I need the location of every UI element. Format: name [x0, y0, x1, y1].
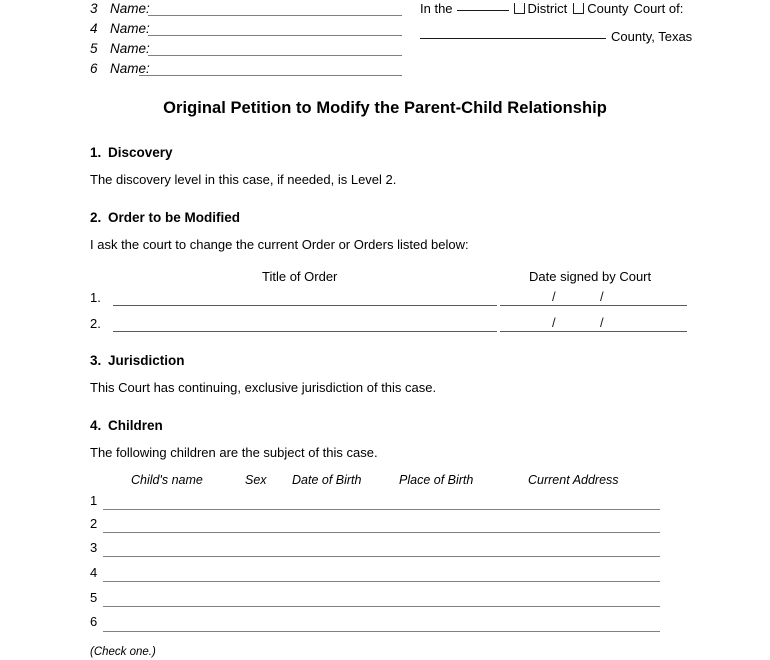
- party-row-number: 4: [90, 21, 98, 36]
- county-label: County: [587, 1, 629, 16]
- section-body-discovery: The discovery level in this case, if needed, is Level 2.: [90, 172, 397, 187]
- party-row-number: 6: [90, 61, 98, 76]
- section-title: Discovery: [108, 145, 173, 160]
- child-row-input-line[interactable]: [103, 581, 660, 582]
- child-row-input-line[interactable]: [103, 532, 660, 533]
- section-number: 1.: [90, 145, 102, 160]
- order-row-number: 1.: [90, 290, 101, 305]
- section-title: Children: [108, 418, 163, 433]
- section-body-children: The following children are the subject of this case.: [90, 445, 378, 460]
- county-texas-label: County, Texas: [611, 29, 693, 44]
- order-date-input-line[interactable]: [500, 305, 687, 306]
- party-names-block: [90, 0, 420, 80]
- section-number: 4.: [90, 418, 102, 433]
- party-name-input-line[interactable]: [139, 75, 402, 76]
- county-name-line: [420, 20, 720, 50]
- court-caption-block: [420, 0, 720, 50]
- order-date-input-line[interactable]: [500, 331, 687, 332]
- section-title: Jurisdiction: [108, 353, 185, 368]
- section-heading-order-to-be-modified: [90, 210, 240, 225]
- party-name-label: Name:: [110, 61, 150, 76]
- section-body-order-to-be-modified: I ask the court to change the current Order or Orders listed below:: [90, 237, 469, 252]
- county-name-blank[interactable]: [420, 38, 606, 39]
- child-row-number: 4: [90, 565, 98, 580]
- child-row-number: 6: [90, 614, 98, 629]
- check-one-instruction: (Check one.): [90, 646, 156, 658]
- column-header-date-of-birth: Date of Birth: [292, 473, 362, 487]
- court-type-line: [420, 0, 720, 20]
- section-heading-children: [90, 418, 163, 433]
- child-row-input-line[interactable]: [103, 606, 660, 607]
- party-row-number: 5: [90, 41, 98, 56]
- county-checkbox[interactable]: [573, 3, 584, 14]
- party-name-input-line[interactable]: [148, 15, 402, 16]
- party-name-label: Name:: [110, 21, 150, 36]
- district-label: District: [527, 1, 568, 16]
- date-separator-slash: /: [552, 315, 556, 330]
- order-title-input-line[interactable]: [113, 305, 497, 306]
- party-name-label: Name:: [110, 41, 150, 56]
- party-name-input-line[interactable]: [148, 35, 402, 36]
- order-title-input-line[interactable]: [113, 331, 497, 332]
- child-row-number: 2: [90, 516, 98, 531]
- party-name-row: [90, 20, 420, 40]
- section-body-jurisdiction: This Court has continuing, exclusive jurisdiction of this case.: [90, 380, 437, 395]
- child-row-number: 1: [90, 493, 98, 508]
- column-header-childs-name: Child's name: [131, 473, 203, 487]
- court-number-blank[interactable]: [457, 10, 509, 11]
- section-heading-jurisdiction: [90, 353, 185, 368]
- child-row-number: 5: [90, 590, 98, 605]
- page-title: Original Petition to Modify the Parent-Child Relationship: [163, 99, 607, 117]
- order-row-number: 2.: [90, 316, 101, 331]
- court-of-label: Court of:: [633, 1, 684, 16]
- in-the-label: In the: [420, 1, 453, 16]
- column-header-sex: Sex: [245, 473, 267, 487]
- section-number: 2.: [90, 210, 102, 225]
- date-separator-slash: /: [600, 315, 604, 330]
- column-header-place-of-birth: Place of Birth: [399, 473, 474, 487]
- column-header-title-of-order: Title of Order: [262, 269, 338, 284]
- date-separator-slash: /: [552, 289, 556, 304]
- section-title: Order to be Modified: [108, 210, 241, 225]
- date-separator-slash: /: [600, 289, 604, 304]
- child-row-input-line[interactable]: [103, 631, 660, 632]
- party-name-row: [90, 0, 420, 20]
- section-heading-discovery: [90, 145, 173, 160]
- party-row-number: 3: [90, 1, 98, 16]
- party-name-row: [90, 40, 420, 60]
- child-row-number: 3: [90, 540, 98, 555]
- child-row-input-line[interactable]: [103, 556, 660, 557]
- district-checkbox[interactable]: [514, 3, 525, 14]
- child-row-input-line[interactable]: [103, 509, 660, 510]
- party-name-input-line[interactable]: [148, 55, 402, 56]
- section-number: 3.: [90, 353, 102, 368]
- column-header-current-address: Current Address: [528, 473, 619, 487]
- party-name-label: Name:: [110, 1, 150, 16]
- party-name-row: [90, 60, 420, 80]
- column-header-date-signed: Date signed by Court: [529, 269, 652, 284]
